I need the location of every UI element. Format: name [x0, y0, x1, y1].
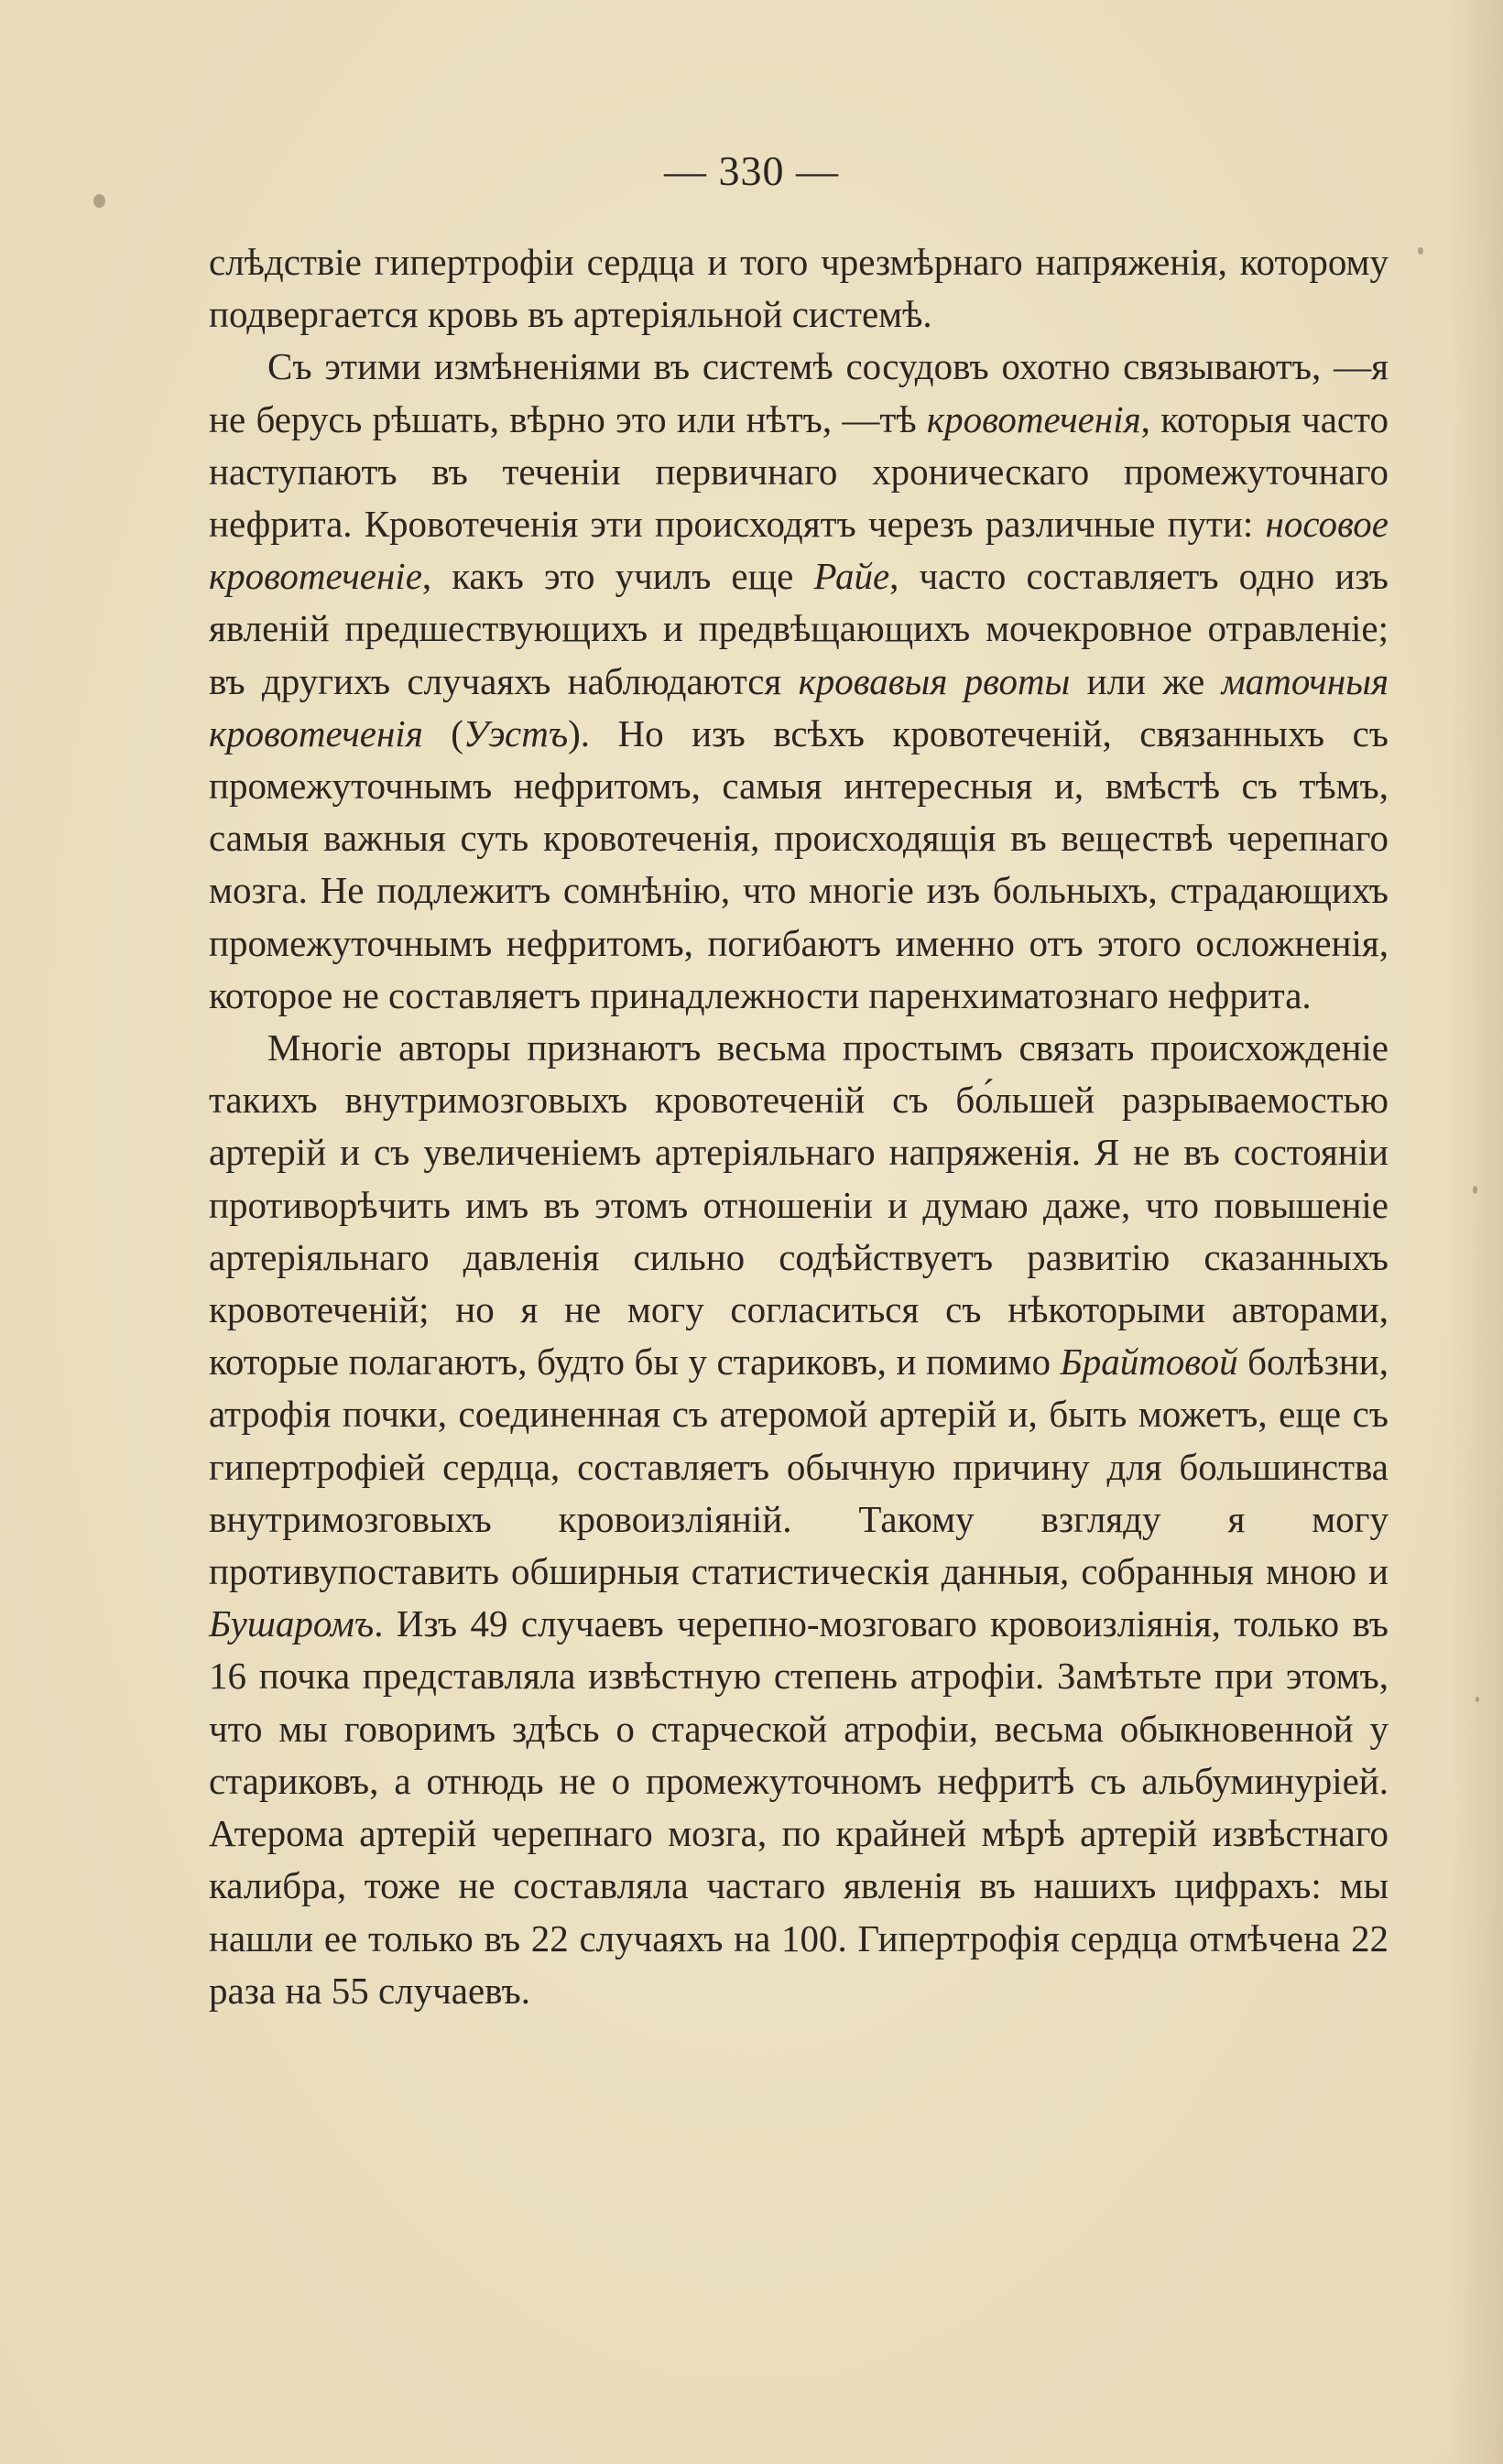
paragraph	[209, 236, 1389, 341]
text-run: , какъ это училъ еще	[421, 555, 814, 598]
ink-spot	[1418, 247, 1423, 255]
ink-spot	[93, 194, 105, 208]
italic-run: носовое кровотеченіе	[209, 503, 1389, 598]
paragraph	[209, 341, 1389, 1022]
text-run: Многіе авторы признаютъ весьма простымъ связать происхожденіе такихъ внутримозговыхъ кровотеченій съ бо́льшей разрываемостью артерій и съ увеличеніемъ артеріяльнаго напряженія. Я не въ состояніи противорѣчить имъ въ этомъ отношеніи и думаю даже, что повышеніе артеріяльнаго давленія сильно содѣйствуетъ развитію сказанныхъ кровотеченій; но я не могу согласиться съ нѣкоторыми авторами, которые полагаютъ, будто бы у стариковъ, и помимо	[209, 1026, 1389, 1384]
text-run: Съ этими измѣненіями въ системѣ сосудовъ охотно связываютъ, —я не берусь рѣшать, вѣрно это или нѣтъ, —тѣ	[209, 345, 1389, 440]
italic-run: Райе	[813, 555, 890, 598]
italic-run: маточныя кровотеченія	[209, 659, 1389, 754]
text-run: или же	[1070, 659, 1222, 702]
body-text	[209, 236, 1389, 2017]
italic-run: кровотеченія	[926, 397, 1141, 440]
ink-spot	[1476, 1697, 1479, 1702]
text-run: , которыя часто наступаютъ въ теченіи первичнаго хроническаго промежуточнаго нефрита. Кровотеченія эти происходятъ черезъ различные пути:	[209, 397, 1389, 546]
page-number: — 330 —	[664, 147, 839, 194]
text-run: , часто составляетъ одно изъ явленій предшествующихъ и предвѣщающихъ мочекровное отравленіе; въ другихъ случаяхъ наблюдаются	[209, 555, 1389, 702]
italic-run: Уэстъ	[463, 711, 569, 754]
page-fold-shadow	[1448, 0, 1503, 2464]
text-run: (	[422, 711, 463, 754]
italic-run: Брайтовой	[1060, 1341, 1238, 1384]
italic-run: кровавыя рвоты	[798, 659, 1071, 702]
ink-spot	[1473, 1186, 1477, 1194]
text-run: слѣдствіе гипертрофіи сердца и того чрезмѣрнаго напряженія, которому подвергается кровь въ артеріяльной системѣ.	[209, 241, 1389, 336]
text-run: болѣзни, атрофія почки, соединенная съ атеромой артерій и, быть можетъ, еще съ гипертрофіей сердца, составляетъ обычную причину для большинства внутримозговыхъ кровоизліяній. Такому взгляду я могу противупоставить обширныя статистическія данныя, собранныя мною и	[209, 1341, 1389, 1593]
text-run: . Изъ 49 случаевъ черепно-мозговаго кровоизліянія, только въ 16 почка представляла извѣстную степень атрофіи. Замѣтьте при этомъ, что мы говоримъ здѣсь о старческой атрофіи, весьма обыкновенной у стариковъ, а отнюдь не о промежуточномъ нефритѣ съ альбуминуріей. Атерома артерій черепнаго мозга, по крайней мѣрѣ артерій извѣстнаго калибра, тоже не составляла частаго явленія въ нашихъ цифрахъ: мы нашли ее только въ 22 случаяхъ на 100. Гипертрофія сердца отмѣчена 22 раза на 55 случаевъ.	[209, 1602, 1389, 2012]
paragraph	[209, 1022, 1389, 2017]
italic-run: Бушаромъ	[209, 1602, 375, 1645]
text-run: ). Но изъ всѣхъ кровотеченій, связанныхъ съ промежуточнымъ нефритомъ, самыя интересныя и, вмѣстѣ съ тѣмъ, самыя важныя суть кровотеченія, происходящія въ веществѣ черепнаго мозга. Не подлежитъ сомнѣнію, что многіе изъ больныхъ, страдающихъ промежуточнымъ нефритомъ, погибаютъ именно отъ этого осложненія, которое не составляетъ принадлежности паренхиматознаго нефрита.	[209, 711, 1389, 1016]
